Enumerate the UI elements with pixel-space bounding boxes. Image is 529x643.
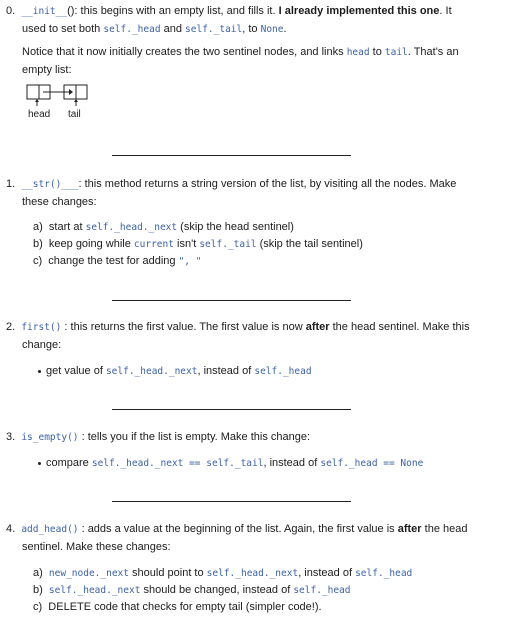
emphasis: after (397, 523, 422, 535)
emphasis: after (305, 321, 330, 333)
emphasis: I already implemented this one (278, 5, 440, 17)
item-1-step-a: a) start at self._head._next (skip the head sentinel) (33, 221, 294, 233)
item-0-para-2-line-2: empty list: (22, 64, 72, 76)
bullet-dot (38, 370, 41, 373)
item-2-bullet: get value of self._head._next, instead of self._head (46, 365, 312, 377)
link-arrowhead (69, 89, 73, 95)
method-name: first() (21, 322, 62, 333)
divider-1 (112, 300, 351, 301)
item-3-line-1: 3. is_empty() : tells you if the list is empty. Make this change: (6, 431, 311, 443)
method-name: add_head() (21, 524, 79, 535)
item-1-step-b: b) keep going while current isn't self._tail (skip the tail sentinel) (33, 238, 363, 250)
item-0-para-2-line-1: Notice that it now initially creates the two sentinel nodes, and links head to tail. That's an (22, 46, 459, 58)
item-4-line-1: 4. add_head() : adds a value at the beginning of the list. Again, the first value is after the head (6, 523, 468, 535)
item-2-line-2: change: (22, 339, 62, 351)
divider-3 (112, 501, 351, 502)
item-2-line-1: 2. first() : this returns the first value. The first value is now after the head sentinel. Make this (6, 321, 470, 333)
divider-0 (112, 155, 351, 156)
item-0-line-1: 0. __init__(): this begins with an empty list, and fills it. I already implemented this one. It (6, 5, 452, 17)
method-name: is_empty() (21, 432, 79, 443)
method-name: __init__ (21, 6, 68, 17)
item-4-line-2: sentinel. Make these changes: (22, 541, 171, 553)
item-1-line-1: 1. __str()___: this method returns a string version of the list, by visiting all the nodes. Make (6, 178, 457, 190)
item-1-line-2: these changes: (22, 196, 97, 208)
method-name: __str()___ (21, 179, 79, 190)
bullet-dot (38, 462, 41, 465)
item-4-step-b: b) self._head._next should be changed, instead of self._head (33, 584, 351, 596)
diagram-label-head: head (28, 109, 51, 120)
item-3-bullet: compare self._head._next == self._tail, instead of self._head == None (46, 457, 424, 469)
item-4-step-a: a) new_node._next should point to self._head._next, instead of self._head (33, 567, 413, 579)
item-4-step-c: c) DELETE code that checks for empty tail (simpler code!). (33, 601, 322, 613)
item-0-line-2: used to set both self._head and self._tail, to None. (22, 23, 287, 35)
item-1-step-c: c) change the test for adding ", " (33, 255, 202, 267)
diagram-label-tail: tail (68, 109, 81, 120)
divider-2 (112, 409, 351, 410)
sentinel-diagram (24, 82, 94, 106)
